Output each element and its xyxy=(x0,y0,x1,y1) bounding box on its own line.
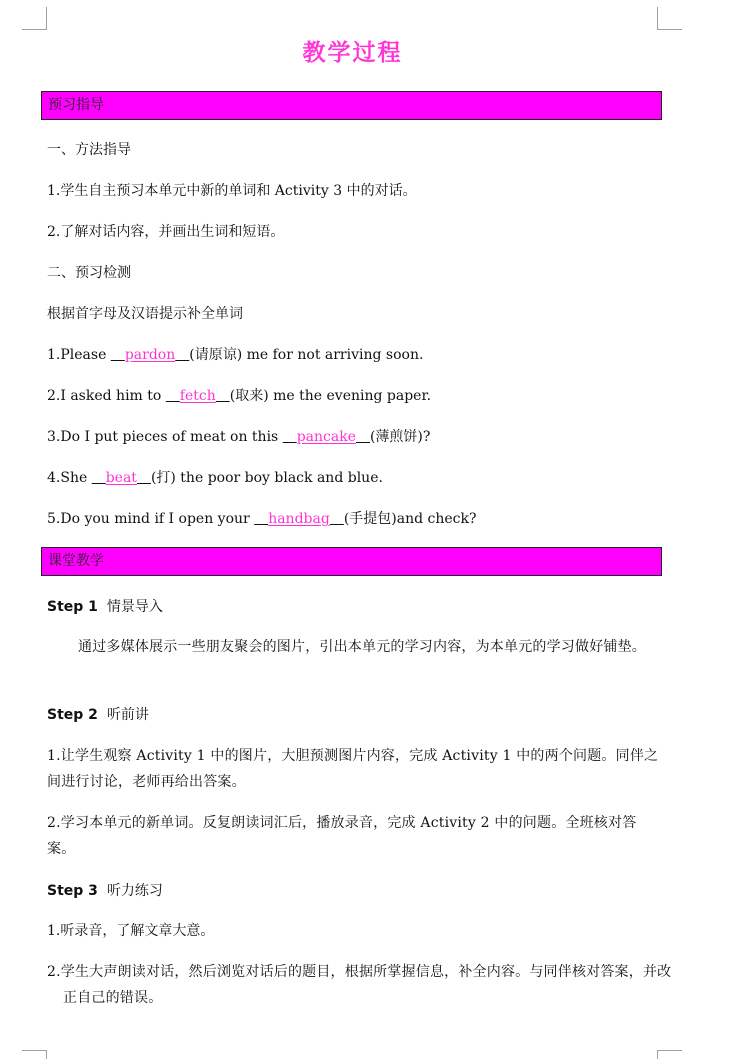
step-paragraph: 2.学习本单元的新单词。反复朗读词汇后，播放录音，完成 Activity 2 中的问题。全班核对答案。 xyxy=(47,815,637,857)
exercise-text: (请原谅) me for not arriving soon. xyxy=(189,347,424,363)
exercise-item xyxy=(47,468,383,488)
step-label: Step 2 xyxy=(47,707,98,723)
step-heading xyxy=(47,597,163,617)
exercise-text: (取来) me the evening paper. xyxy=(229,388,432,404)
check-instruction: 根据首字母及汉语提示补全单词 xyxy=(47,306,243,322)
exercise-text: (打) the poor boy black and blue. xyxy=(150,470,383,486)
exercise-item xyxy=(47,427,430,447)
method-item: 1.学生自主预习本单元中新的单词和 Activity 3 中的对话。 xyxy=(47,183,417,199)
exercise-item xyxy=(47,509,476,529)
step-heading xyxy=(47,705,149,725)
page-title: 教学过程 xyxy=(302,39,403,66)
exercise-text: 1.Please xyxy=(47,347,111,363)
exercise-answer: fetch xyxy=(179,388,216,404)
exercise-text: 2.I asked him to xyxy=(47,388,166,404)
method-item: 2.了解对话内容，并画出生词和短语。 xyxy=(47,224,285,240)
step-paragraph: 通过多媒体展示一些朋友聚会的图片，引出本单元的学习内容，为本单元的学习做好铺垫。 xyxy=(78,639,646,655)
step-name: 听力练习 xyxy=(106,883,163,899)
page-corner-mark xyxy=(657,7,682,30)
step-heading xyxy=(47,881,163,901)
exercise-answer: pancake xyxy=(296,429,356,445)
exercise-text: (薄煎饼)? xyxy=(369,429,431,445)
exercise-text: 4.She xyxy=(47,470,92,486)
step-label: Step 1 xyxy=(47,599,98,615)
exercise-answer: handbag xyxy=(268,511,330,527)
section-header-classroom: 课堂教学 xyxy=(41,547,662,576)
check-heading: 二、预习检测 xyxy=(47,265,131,281)
method-heading: 一、方法指导 xyxy=(47,142,131,158)
step-paragraph: 1.让学生观察 Activity 1 中的图片，大胆预测图片内容，完成 Activity 1 中的两个问题。同伴之间进行讨论，老师再给出答案。 xyxy=(47,748,659,790)
step-name: 情景导入 xyxy=(106,599,163,615)
page-corner-mark xyxy=(22,7,47,30)
section-header-preview: 预习指导 xyxy=(41,91,662,120)
exercise-text: 5.Do you mind if I open your xyxy=(47,511,255,527)
exercise-text: 3.Do I put pieces of meat on this xyxy=(47,429,283,445)
step-paragraph: 1.听录音，了解文章大意。 xyxy=(47,923,215,939)
exercise-item xyxy=(47,386,431,406)
exercise-answer: pardon xyxy=(124,347,176,363)
exercise-answer: beat xyxy=(105,470,137,486)
step-paragraph: 2.学生大声朗读对话，然后浏览对话后的题目，根据所掌握信息，补全内容。与同伴核对答案，并改正自己的错误。 xyxy=(47,964,672,1006)
exercise-item xyxy=(47,345,423,365)
step-label: Step 3 xyxy=(47,883,98,899)
exercise-text: (手提包)and check? xyxy=(343,511,477,527)
step-name: 听前讲 xyxy=(106,707,149,723)
